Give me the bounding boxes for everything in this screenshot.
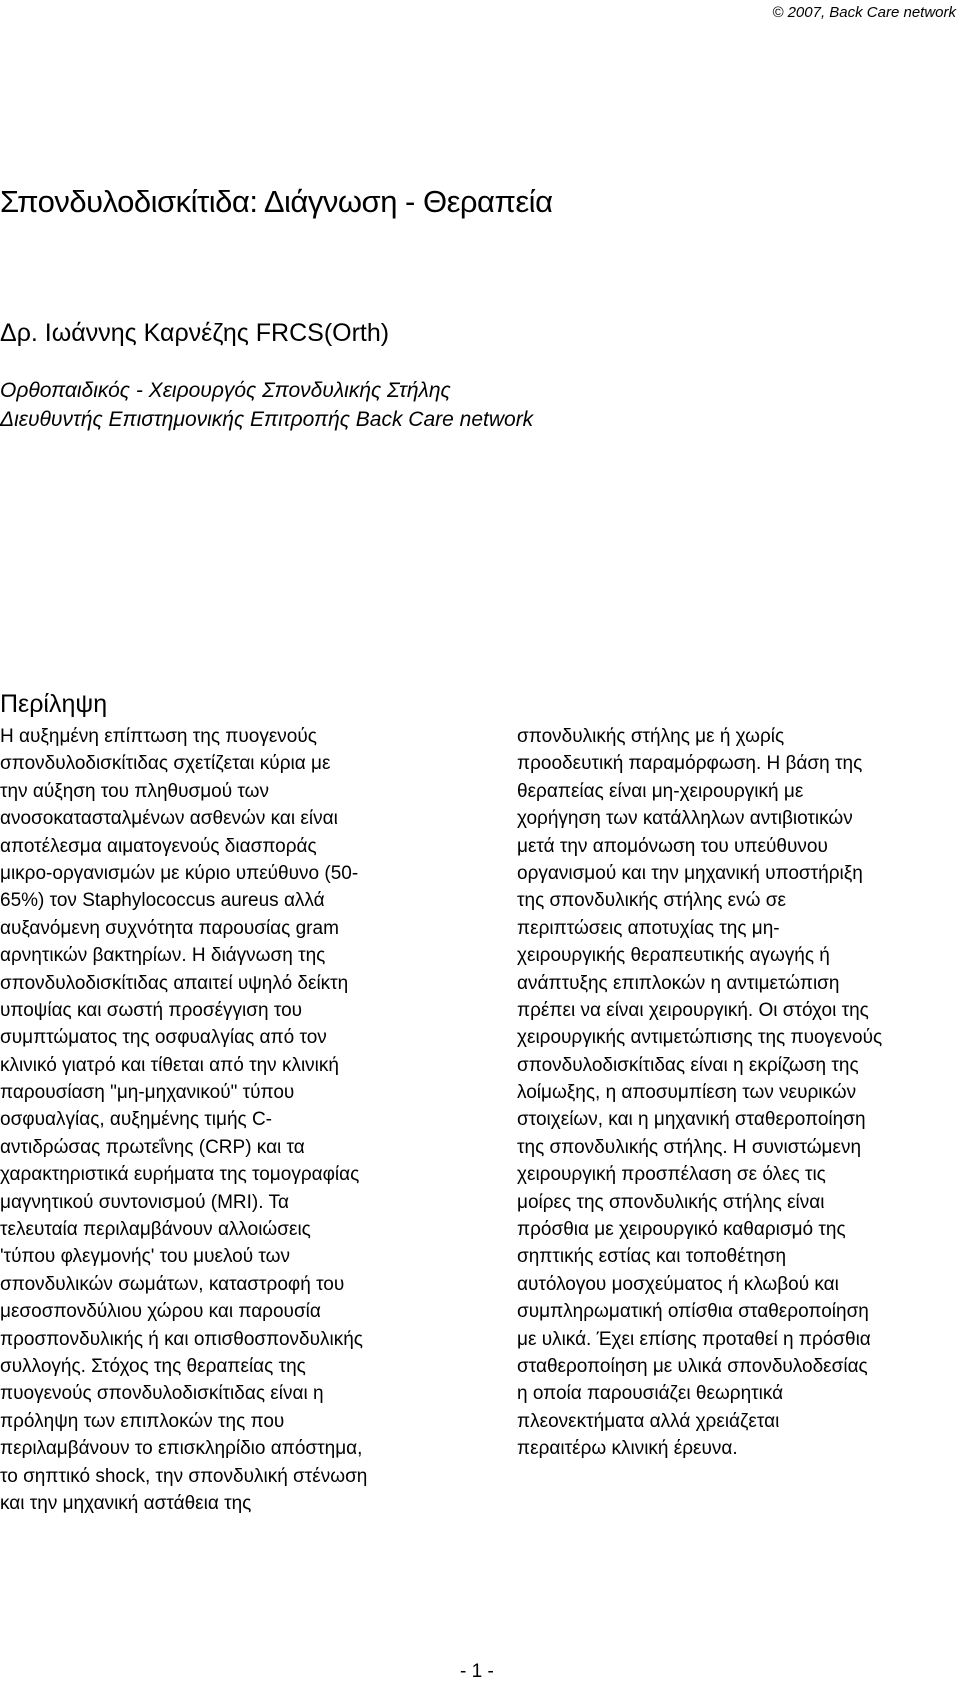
abstract-text-line: σπονδυλοδισκίτιδας απαιτεί υψηλό δείκτη	[0, 972, 349, 994]
abstract-text-line: αυτόλογου μοσχεύματος ή κλωβού και	[517, 1273, 839, 1295]
abstract-text-line: πρέπει να είναι χειρουργική. Οι στόχοι της	[517, 999, 869, 1021]
abstract-text-line: σηπτικής εστίας και τοποθέτηση	[517, 1246, 787, 1268]
abstract-text-line: πρόσθια με χειρουργικό καθαρισμό της	[517, 1219, 846, 1241]
abstract-text-line: την αύξηση του πληθυσμού των	[0, 780, 269, 802]
document-title: Σπονδυλοδισκίτιδα: Διάγνωση - Θεραπεία	[0, 184, 553, 219]
abstract-text-line: μικρο-οργανισμών με κύριο υπεύθυνο (50-	[0, 862, 359, 884]
abstract-heading: Περίληψη	[0, 690, 108, 718]
author-role-surgeon: Ορθοπαιδικός - Χειρουργός Σπονδυλικής Στήλης	[0, 379, 451, 402]
abstract-text-line: σπονδυλικής στήλης με ή χωρίς	[517, 726, 785, 747]
abstract-text-line: κλινικό γιατρό και τίθεται από την κλινική	[0, 1054, 339, 1076]
abstract-text-line: στοιχείων, και η μηχανική σταθεροποίηση	[517, 1109, 866, 1131]
abstract-text-line: οσφυαλγίας, αυξημένης τιμής C-	[0, 1109, 273, 1131]
abstract-right-column	[517, 723, 952, 1463]
abstract-text-line: λοίμωξης, η αποσυμπίεση των νευρικών	[517, 1082, 857, 1104]
abstract-text-line: Η αυξημένη επίπτωση της πυογενούς	[0, 726, 317, 747]
abstract-text-line: σπονδυλοδισκίτιδας σχετίζεται κύρια με	[0, 753, 331, 775]
abstract-text-line: πλεονεκτήματα αλλά χρειάζεται	[517, 1410, 780, 1432]
abstract-text-line: χορήγηση των κατάλληλων αντιβιοτικών	[517, 808, 853, 830]
abstract-text-line: με υλικά. Έχει επίσης προταθεί η πρόσθια	[517, 1328, 871, 1350]
page-number: - 1 -	[460, 1661, 494, 1682]
abstract-text-line: ανοσοκατασταλμένων ασθενών και είναι	[0, 808, 338, 830]
abstract-text-line: συλλογής. Στόχος της θεραπείας της	[0, 1355, 306, 1377]
abstract-text-line: χαρακτηριστικά ευρήματα της τομογραφίας	[0, 1164, 360, 1186]
abstract-text-line: μαγνητικού συντονισμού (MRI). Τα	[0, 1191, 289, 1213]
abstract-text-line: υποψίας και σωστή προσέγγιση του	[0, 999, 303, 1021]
abstract-text-line: περαιτέρω κλινική έρευνα.	[517, 1438, 738, 1460]
abstract-text-line: αυξανόμενη συχνότητα παρουσίας gram	[0, 917, 339, 939]
abstract-text-line: θεραπείας είναι μη-χειρουργική με	[517, 780, 804, 802]
abstract-text-line: σταθεροποίηση με υλικά σπονδυλοδεσίας	[517, 1355, 868, 1377]
abstract-text-line: αρνητικών βακτηρίων. Η διάγνωση της	[0, 945, 326, 967]
abstract-text-line: παρουσίαση "μη-μηχανικού" τύπου	[0, 1082, 295, 1104]
abstract-text-line: προσπονδυλικής ή και οπισθοσπονδυλικής	[0, 1328, 363, 1350]
abstract-text-line: μοίρες της σπονδυλικής στήλης είναι	[517, 1191, 825, 1213]
abstract-text-line: χειρουργική προσπέλαση σε όλες τις	[517, 1164, 826, 1186]
abstract-text-line: της σπονδυλικής στήλης. Η συνιστώμενη	[517, 1136, 862, 1158]
abstract-text-line: ανάπτυξης επιπλοκών η αντιμετώπιση	[517, 972, 840, 994]
abstract-text-line: περιπτώσεις αποτυχίας της μη-	[517, 917, 780, 939]
abstract-text-line: σπονδυλικών σωμάτων, καταστροφή του	[0, 1273, 345, 1295]
abstract-text-line: οργανισμού και την μηχανική υποστήριξη	[517, 862, 863, 884]
abstract-text-line: χειρουργικής θεραπευτικής αγωγής ή	[517, 945, 830, 967]
abstract-text-line: σπονδυλοδισκίτιδας είναι η εκρίζωση της	[517, 1054, 859, 1076]
abstract-text-line: πρόληψη των επιπλοκών της που	[0, 1410, 285, 1432]
abstract-text-line: 65%) τον Staphylococcus aureus αλλά	[0, 890, 325, 912]
abstract-text-line: αντιδρώσας πρωτεΐνης (CRP) και τα	[0, 1136, 305, 1158]
abstract-text-line: μετά την απομόνωση του υπεύθυνου	[517, 835, 828, 857]
copyright-notice: © 2007, Back Care network	[772, 4, 956, 21]
abstract-text-line: συμπληρωματική οπίσθια σταθεροποίηση	[517, 1301, 869, 1323]
abstract-text-line: της σπονδυλικής στήλης ενώ σε	[517, 890, 786, 912]
abstract-text-line: προοδευτική παραμόρφωση. Η βάση της	[517, 753, 863, 775]
abstract-text-line: αποτέλεσμα αιματογενούς διασποράς	[0, 835, 317, 857]
abstract-text-line: 'τύπου φλεγμονής' του μυελού των	[0, 1246, 290, 1268]
abstract-text-line: το σηπτικό shock, την σπονδυλική στένωση	[0, 1465, 368, 1487]
abstract-left-column	[0, 723, 435, 1517]
abstract-text-line: συμπτώματος της οσφυαλγίας από τον	[0, 1027, 327, 1049]
abstract-text-line: περιλαμβάνουν το επισκληρίδιο απόστημα,	[0, 1438, 363, 1460]
abstract-text-line: η οποία παρουσιάζει θεωρητικά	[517, 1383, 784, 1405]
abstract-text-line: πυογενούς σπονδυλοδισκίτιδας είναι η	[0, 1383, 324, 1405]
author-role-director: Διευθυντής Επιστημονικής Επιτροπής Back Care network	[0, 408, 534, 431]
abstract-text-line: και την μηχανική αστάθεια της	[0, 1492, 252, 1514]
abstract-text-line: μεσοσπονδύλιου χώρου και παρουσία	[0, 1301, 321, 1323]
author-name: Δρ. Ιωάννης Καρνέζης FRCS(Orth)	[0, 319, 390, 347]
abstract-text-line: χειρουργικής αντιμετώπισης της πυογενούς	[517, 1027, 883, 1049]
abstract-text-line: τελευταία περιλαμβάνουν αλλοιώσεις	[0, 1219, 311, 1241]
